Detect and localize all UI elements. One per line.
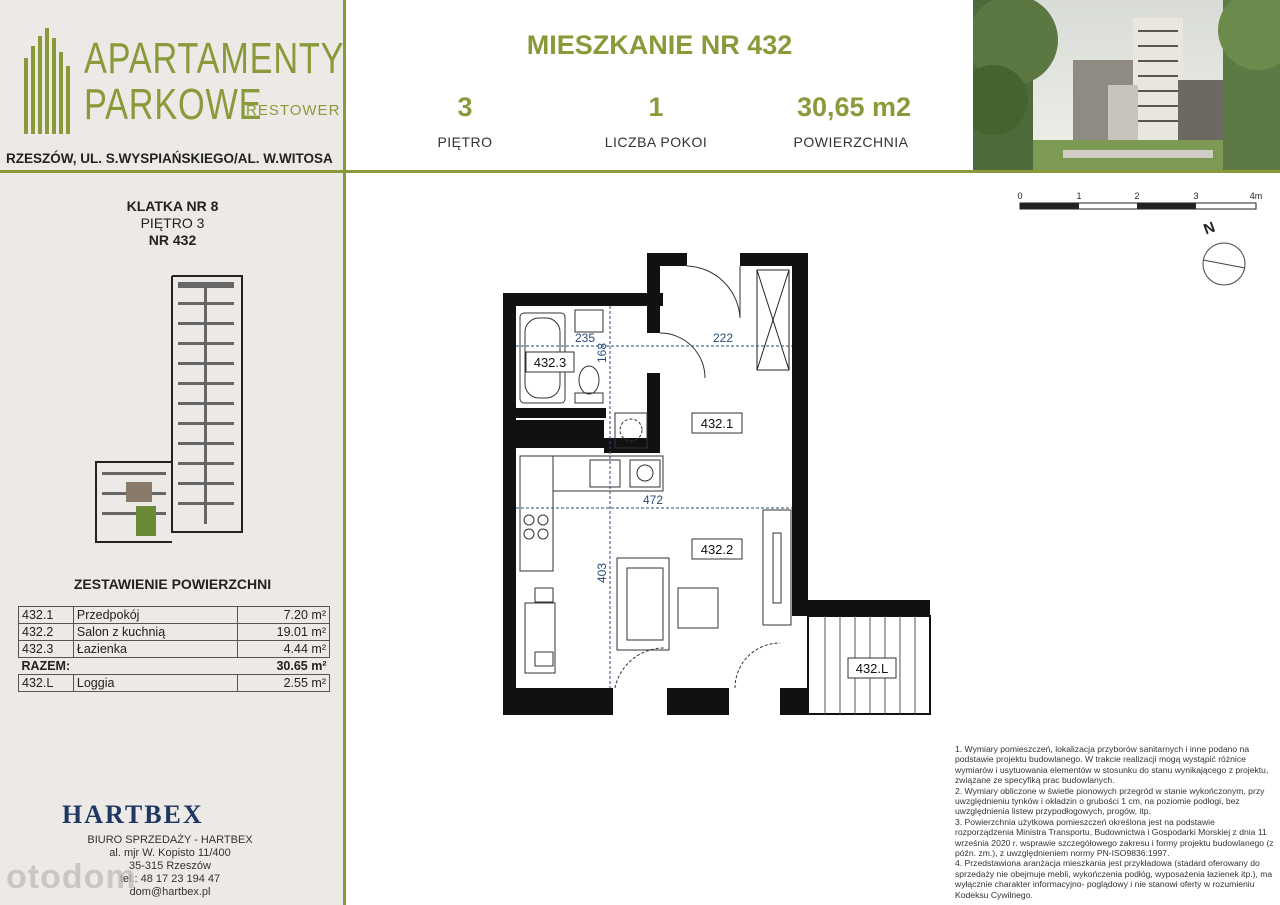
building-rendering-image — [973, 0, 1280, 170]
company-logo: HARTBEX — [62, 800, 204, 829]
klatka-line2: PIĘTRO 3 — [140, 215, 205, 231]
office-line: BIURO SPRZEDAŻY - HARTBEX — [87, 834, 253, 846]
room-area: 7.20 m² — [238, 607, 330, 624]
total-row — [19, 658, 330, 675]
scale-label: 0 — [1017, 191, 1023, 201]
rooms-label: LICZBA POKOI — [604, 134, 708, 150]
area-label: POWIERZCHNIA — [793, 134, 909, 150]
total-value: 30.65 m² — [276, 659, 327, 673]
table-row — [19, 675, 330, 692]
logo-line1: APARTAMENTY — [84, 34, 345, 83]
scale-label: 1 — [1076, 191, 1082, 201]
office-line: dom@hartbex.pl — [129, 886, 211, 898]
apartment-title: MIESZKANIE NR 432 — [526, 30, 793, 60]
scale-label: 4m — [1249, 191, 1263, 201]
dim-hall-width: 222 — [713, 331, 734, 345]
header-divider — [0, 170, 1280, 173]
summary-table — [18, 606, 330, 692]
address: RZESZÓW, UL. S.WYSPIAŃSKIEGO/AL. W.WITOSA — [6, 151, 333, 166]
room-id: 432.L — [19, 675, 74, 692]
area-value: 30,65 m2 — [796, 92, 912, 122]
total-label: RAZEM: — [21, 659, 71, 673]
room-id: 432.1 — [19, 607, 74, 624]
room-name: Przedpokój — [73, 607, 237, 624]
logo-line2: PARKOWE — [84, 80, 263, 129]
room-name: Loggia — [73, 675, 237, 692]
logo-line3: RESTOWER — [246, 102, 341, 119]
floor-value: 3 — [457, 92, 473, 122]
floor-label: PIĘTRO — [437, 134, 493, 150]
note-item: 3. Powierzchnia użytkowa pomieszczeń określona jest na podstawie rozporządzenia Ministra Transportu, Budownictwa i Gospodarki Morskiej z dnia 11 września 2020 r. wsprawie szczegółowego zakresu i formy projektu budowlanego (z późn. zm.), z uwzględnieniem normy PN-ISO9836:1997. — [955, 816, 1274, 859]
table-row — [19, 641, 330, 658]
note-item: 1. Wymiary pomieszczeń, lokalizacja przyborów sanitarnych i inne podano na podstawie projektu budowlanego. W trakcie realizacji mogą wystąpić różnice wymiarów i usytuowania elementów w stosunku do stanu wynikającego z projektu, związane ze specyfiką prac budowlanych. — [955, 744, 1269, 786]
office-line: 35-315 Rzeszów — [129, 860, 211, 872]
room-area: 2.55 m² — [238, 675, 330, 692]
building-key-plan — [92, 272, 252, 547]
room-label-bathroom: 432.3 — [533, 355, 567, 370]
dim-living-height: 403 — [595, 562, 609, 583]
note-item: 4. Przedstawiona aranżacja mieszkania jest przykładowa (stadard oferowany do sprzedaży nie obejmuje mebli, wykończenia podłóg, wyposażenia łazienek itp.), ma wyłącznie charakter informacyjno- poglądowy i nie stanowi oferty w rozumieniu Kodeksu Cywilnego. — [955, 858, 1273, 900]
note-item: 2. Wymiary obliczone w świetle pionowych przegród w stanie wykończonym, przy uwzględnieniu tynków i okładzin o grubości 1 cm, na poziomie podłogi, bez uwzględnienia listew przypodłogowych, progów, itp. — [955, 785, 1265, 817]
scale-bar — [1010, 188, 1270, 216]
table-row — [19, 607, 330, 624]
room-label-hall: 432.1 — [700, 416, 734, 431]
notes — [955, 744, 1275, 900]
vertical-divider — [343, 0, 346, 905]
klatka-line1: KLATKA NR 8 — [126, 198, 219, 214]
room-area: 4.44 m² — [238, 641, 330, 658]
dim-bath-height: 168 — [595, 342, 609, 363]
room-id: 432.3 — [19, 641, 74, 658]
room-label-loggia: 432.L — [855, 661, 889, 676]
room-area: 19.01 m² — [238, 624, 330, 641]
dim-bath-width: 235 — [575, 331, 596, 345]
watermark: otodom — [6, 858, 137, 896]
compass-north-label: N — [1201, 218, 1218, 239]
summary-title: ZESTAWIENIE POWIERZCHNI — [73, 576, 272, 592]
office-line: al. mjr W. Kopisto 11/400 — [109, 847, 231, 859]
floor-plan — [495, 248, 940, 718]
rooms-value: 1 — [648, 92, 664, 122]
room-name: Łazienka — [73, 641, 237, 658]
room-id: 432.2 — [19, 624, 74, 641]
logo-mark-icon — [20, 28, 78, 136]
klatka-line3: NR 432 — [148, 232, 197, 248]
office-line: tel.: 48 17 23 194 47 — [119, 873, 221, 885]
room-label-living: 432.2 — [700, 542, 734, 557]
scale-label: 3 — [1193, 191, 1199, 201]
room-name: Salon z kuchnią — [73, 624, 237, 641]
compass-icon — [1200, 240, 1248, 288]
table-row — [19, 624, 330, 641]
scale-label: 2 — [1134, 191, 1140, 201]
dim-living-width: 472 — [643, 493, 664, 507]
